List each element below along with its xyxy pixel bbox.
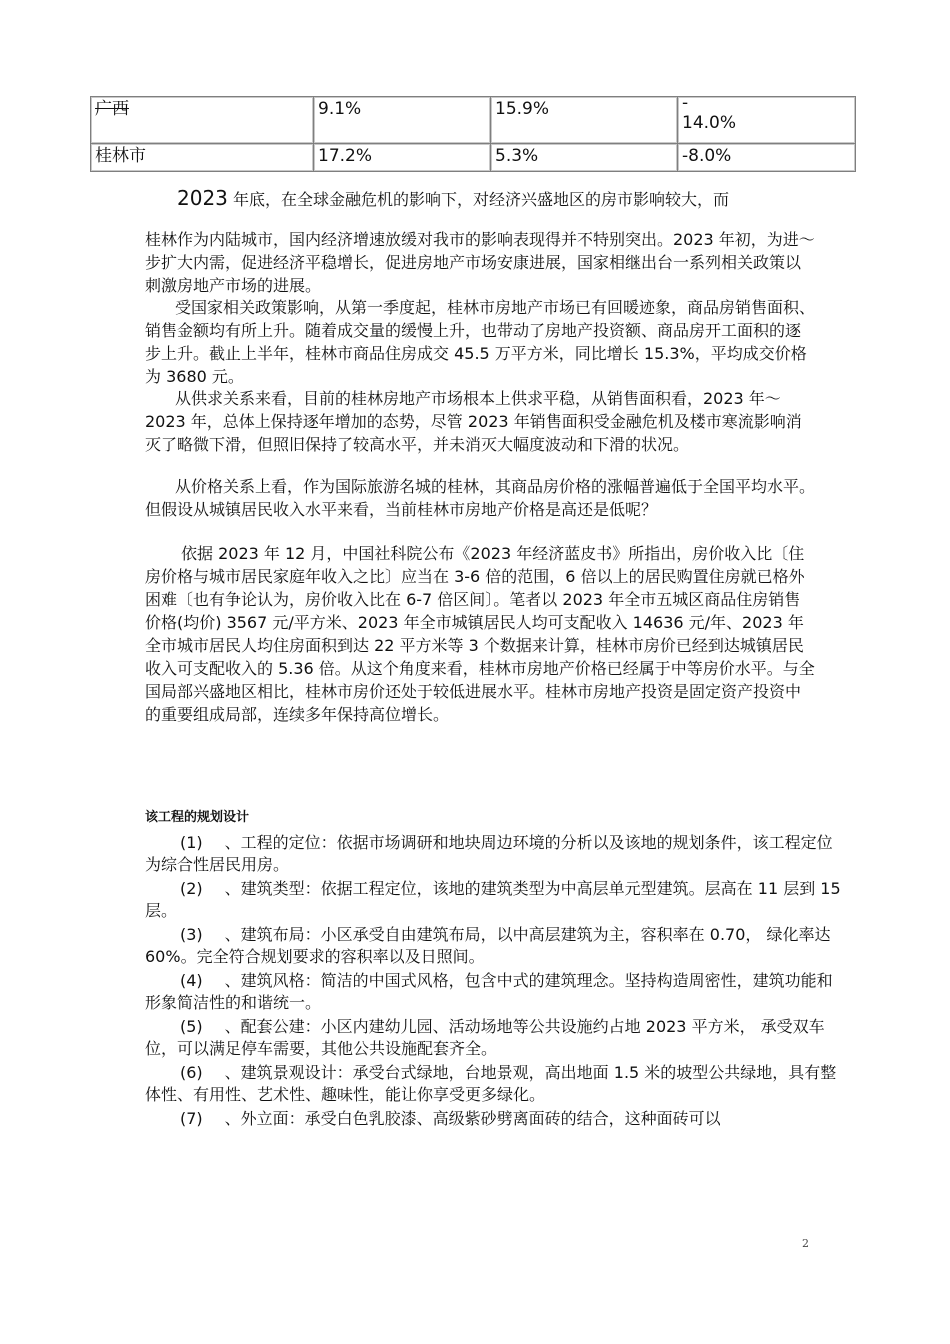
list-item xyxy=(145,1108,845,1130)
table-row xyxy=(91,144,856,172)
item-number: (5) xyxy=(180,1017,203,1036)
item-text: 、建筑风格：简洁的中国式风格，包含中式的建筑理念。坚持构造周密性，建筑功能和形象简洁性的和谐统一。 xyxy=(145,971,833,1012)
list-item xyxy=(145,878,845,922)
paragraph: 从供求关系来看，目前的桂林房地产市场根本上供求平稳，从销售面积看，2023 年～2023 年，总体上保持逐年增加的态势，尽管 2023 年销售面积受金融危机及楼市寒流影响消灭了略微下滑，但照旧保持了较高水平，并未消灭大幅度波动和下滑的状况。 xyxy=(145,389,802,454)
lead-text: 年底，在全球金融危机的影响下，对经济兴盛地区的房市影响较大，而 xyxy=(233,190,730,209)
cell-dash: - xyxy=(682,97,689,111)
list-item xyxy=(145,1062,845,1106)
item-number: (7) xyxy=(180,1109,203,1128)
table-cell-region: 桂林市 xyxy=(91,144,314,172)
list-item xyxy=(145,832,845,876)
list-item xyxy=(145,1016,845,1060)
paragraph: 桂林作为内陆城市，国内经济增速放缓对我市的影响表现得并不特别突出。2023 年初，为进～步扩大内需，促进经济平稳增长，促进房地产市场安康进展，国家相继出台一系列相关政策以刺激房地产市场的进展。 xyxy=(145,230,815,295)
list-item xyxy=(145,970,845,1014)
table-cell: 17.2% xyxy=(314,144,491,172)
cell-value: 14.0% xyxy=(682,113,737,133)
item-number: (3) xyxy=(180,925,203,944)
growth-table xyxy=(90,96,856,172)
region-label: 广西 xyxy=(95,99,129,119)
item-number: (6) xyxy=(180,1063,203,1082)
item-text: 、配套公建：小区内建幼儿园、活动场地等公共设施约占地 2023 平方米， 承受双车位，可以满足停车需要，其他公共设施配套齐全。 xyxy=(145,1017,825,1058)
item-text: 、建筑类型：依据工程定位，该地的建筑类型为中高层单元型建筑。层高在 11 层到 15 层。 xyxy=(145,879,841,920)
paragraph: 依据 2023 年 12 月，中国社科院公布《2023 年经济蓝皮书》所指出，房价收入比〔住房价格与城市居民家庭年收入之比〕应当在 3-6 倍的范围，6 倍以上的居民购置住房就已格外困难〔也有争论认为，房价收入比在 6-7 倍区间〕。笔者以 2023 年全市五城区商品住房销售价格(均价) 3567 元/平方米、2023 年全市城镇居民人均可支配收入 14636 元/年、2023 年全市城市居民人均住房面积到达 22 平方米等 3 个数据来计算，桂林市房价已经到达城镇居民收入可支配收入的 5.36 倍。从这个角度来看，桂林市房地产价格已经属于中等房价水平。与全国局部兴盛地区相比，桂林市房价还处于较低进展水平。桂林市房地产投资是固定资产投资中的重要组成局部，连续多年保持高位增长。 xyxy=(145,544,815,724)
item-number: (2) xyxy=(180,879,203,898)
item-number: (1) xyxy=(180,833,203,852)
table-cell: -8.0% xyxy=(678,144,856,172)
table-cell: 9.1% xyxy=(314,97,491,144)
item-text: 、建筑景观设计：承受台式绿地，台地景观，高出地面 1.5 米的坡型公共绿地，具有整体性、有用性、艺术性、趣味性，能让你享受更多绿化。 xyxy=(145,1063,837,1104)
list-item xyxy=(145,924,845,968)
item-text: 、工程的定位：依据市场调研和地块周边环境的分析以及该地的规划条件，该工程定位为综合性居民用房。 xyxy=(145,833,833,874)
table-cell: 15.9% xyxy=(491,97,678,144)
paragraph: 从价格关系上看，作为国际旅游名城的桂林，其商品房价格的涨幅普遍低于全国平均水平。但假设从城镇居民收入水平来看，当前桂林市房地产价格是高还是低呢？ xyxy=(145,477,816,519)
lead-line xyxy=(177,186,729,210)
table-cell xyxy=(678,97,856,144)
table-cell: 5.3% xyxy=(491,144,678,172)
table-cell-region xyxy=(91,97,314,144)
item-number: (4) xyxy=(180,971,203,990)
item-text: 、建筑布局：小区承受自由建筑布局，以中高层建筑为主，容积率在 0.70， 绿化率达 60%。完全符合规划要求的容积率以及日照间。 xyxy=(145,925,831,966)
page-number: 2 xyxy=(802,1237,809,1250)
paragraph: 受国家相关政策影响，从第一季度起，桂林市房地产市场已有回暖迹象，商品房销售面积、销售金额均有所上升。随着成交量的缓慢上升，也带动了房地产投资额、商品房开工面积的逐步上升。截止上半年，桂林市商品住房成交 45.5 万平方米，同比增长 15.3%，平均成交价格为 3680 元。 xyxy=(145,298,816,386)
table-row xyxy=(91,97,856,144)
section-heading: 该工程的规划设计 xyxy=(145,810,250,825)
item-text: 、外立面：承受白色乳胶漆、高级紫砂劈离面砖的结合，这种面砖可以 xyxy=(224,1109,721,1128)
lead-year: 2023 xyxy=(177,186,228,210)
